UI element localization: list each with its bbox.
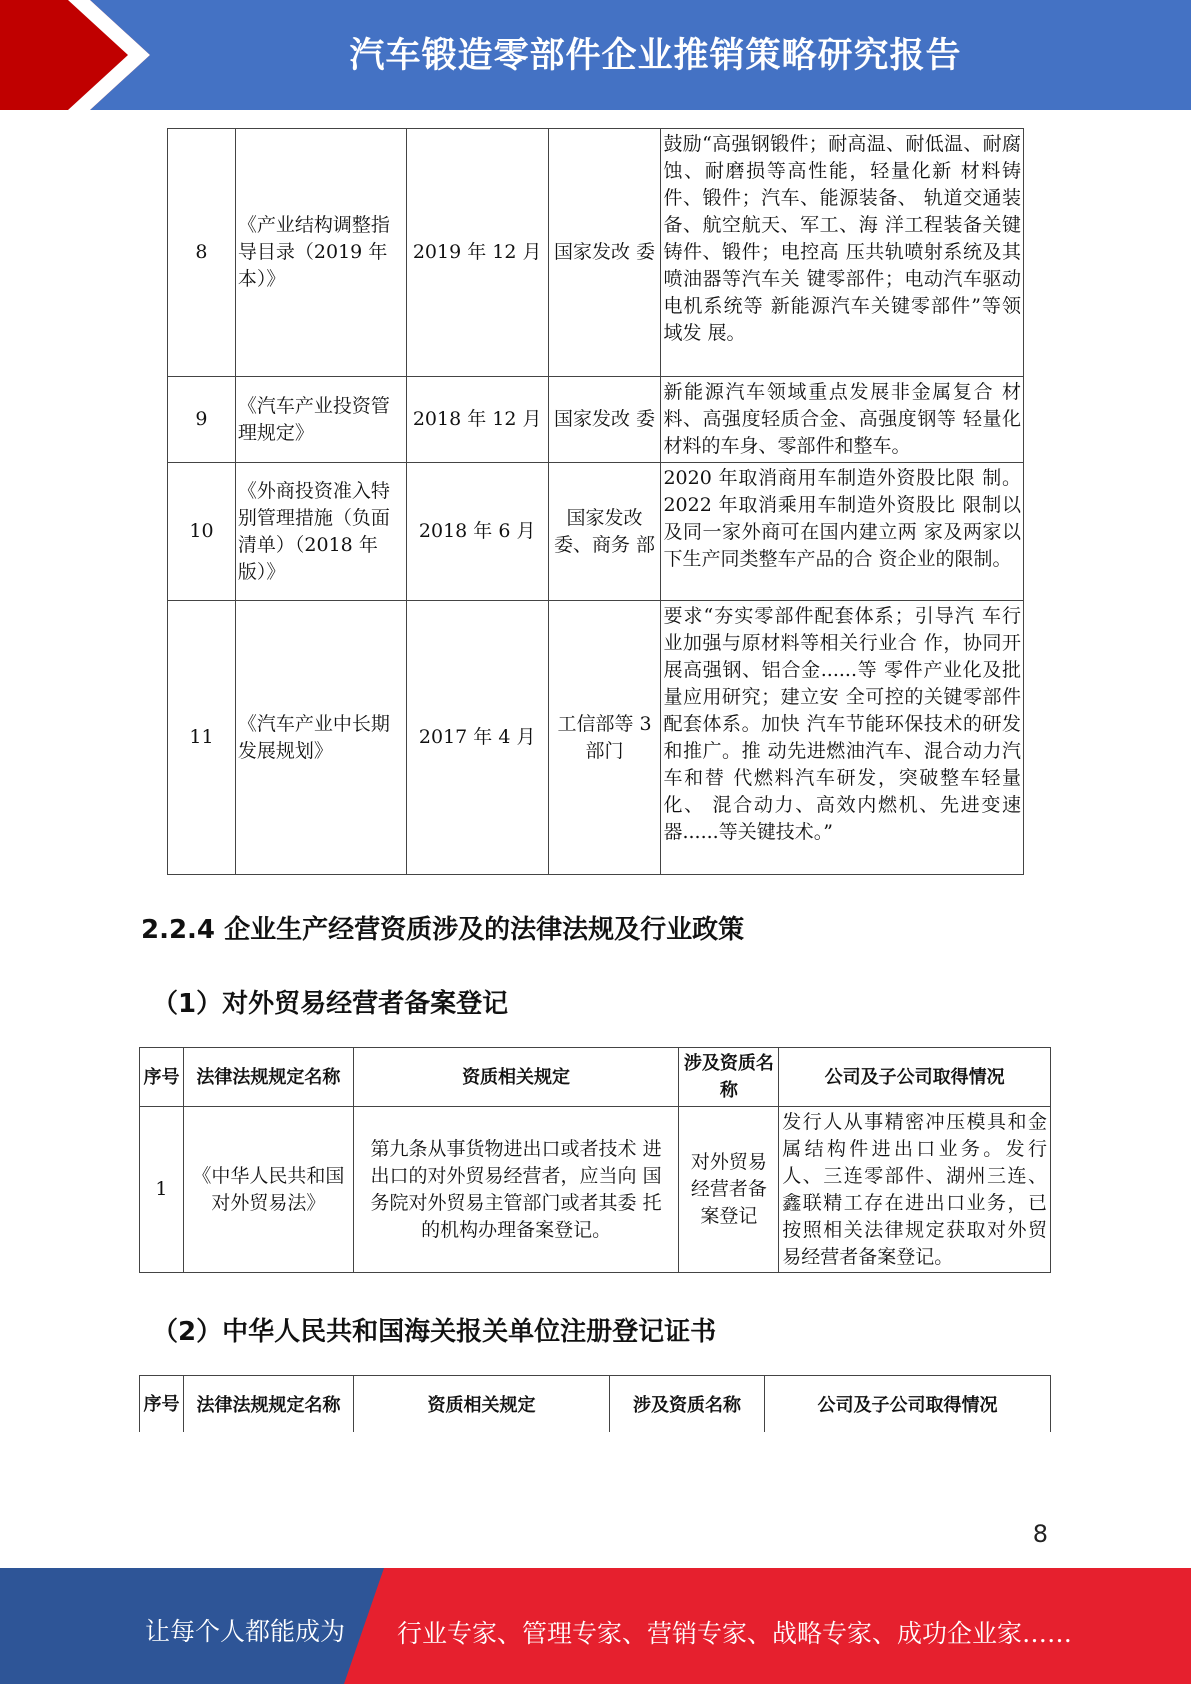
policy-description: 要求“夯实零部件配套体系；引导汽 车行业加强与原材料等相关行业合 作，协同开展高强钢、铝合金......等 零件产业化及批量应用研究；建立安 全可控的关键零部件配套体系。加快 汽车节能环保技术的研发和推广。推 动先进燃油汽车、混合动力汽车和替 代燃料汽车研发，突破整车轻量化、 混合动力、高效内燃机、先进变速 器......等关键技术。” <box>661 601 1024 875</box>
row-number: 8 <box>168 129 236 377</box>
policy-name: 《外商投资准入特别管理措施（负面清单）（2018 年版）》 <box>235 463 406 601</box>
header-title: 汽车锻造零部件企业推销策略研究报告 <box>349 36 962 76</box>
policy-org: 国家发改委、商务 部 <box>548 463 661 601</box>
table-row <box>168 377 1024 463</box>
law-name: 《中华人民共和国对外贸易法》 <box>183 1107 353 1273</box>
table-header-row <box>140 1376 1051 1433</box>
header-seq: 序号 <box>140 1376 184 1433</box>
header-rule: 资质相关规定 <box>353 1048 679 1107</box>
header-status: 公司及子公司取得情况 <box>765 1376 1051 1433</box>
header-status: 公司及子公司取得情况 <box>779 1048 1051 1107</box>
policy-name: 《汽车产业中长期发展规划》 <box>235 601 406 875</box>
subsection-heading-trade: （1）对外贸易经营者备案登记 <box>152 989 509 1019</box>
policy-date: 2018 年 12 月 <box>406 377 548 463</box>
table-row <box>168 601 1024 875</box>
section-heading: 2.2.4 企业生产经营资质涉及的法律法规及行业政策 <box>141 915 745 945</box>
qualification-name: 对外贸易经营者备案登记 <box>679 1107 779 1273</box>
header-law-name: 法律法规规定名称 <box>183 1048 353 1107</box>
policy-org: 国家发改 委 <box>548 129 661 377</box>
policy-description: 2020 年取消商用车制造外资股比限 制。2022 年取消乘用车制造外资股比 限制以及同一家外商可在国内建立两 家及两家以下生产同类整车产品的合 资企业的限制。 <box>661 463 1024 601</box>
row-number: 1 <box>140 1107 184 1273</box>
header-rule: 资质相关规定 <box>354 1376 610 1433</box>
header-law-name: 法律法规规定名称 <box>184 1376 354 1433</box>
policy-name: 《产业结构调整指导目录（2019 年本）》 <box>235 129 406 377</box>
footer-slogan-left: 让每个人都能成为 <box>145 1617 346 1646</box>
header-qualification: 涉及资质名称 <box>610 1376 765 1433</box>
policy-table <box>167 128 1024 875</box>
policy-date: 2017 年 4 月 <box>406 601 548 875</box>
header-red-chevron <box>0 0 160 110</box>
page-number: 8 <box>1032 1520 1048 1548</box>
policy-name: 《汽车产业投资管理规定》 <box>235 377 406 463</box>
table-row <box>168 463 1024 601</box>
subsection-heading-customs: （2）中华人民共和国海关报关单位注册登记证书 <box>152 1317 717 1347</box>
table-row <box>168 129 1024 377</box>
header-seq: 序号 <box>140 1048 184 1107</box>
status-text: 发行人从事精密冲压模具和金属结构件进出口业务。发行人、三连零部件、湖州三连、鑫联精工存在进出口业务，已按照相关法律规定获取对外贸易经营者备案登记。 <box>779 1107 1051 1273</box>
trade-registration-table <box>139 1047 1051 1273</box>
row-number: 9 <box>168 377 236 463</box>
policy-org: 国家发改 委 <box>548 377 661 463</box>
table-header-row <box>140 1048 1051 1107</box>
header-qualification: 涉及资质名称 <box>679 1048 779 1107</box>
row-number: 11 <box>168 601 236 875</box>
policy-description: 新能源汽车领域重点发展非金属复合 材料、高强度轻质合金、高强度钢等 轻量化材料的车身、零部件和整车。 <box>661 377 1024 463</box>
customs-registration-table <box>139 1375 1051 1432</box>
policy-description: 鼓励“高强钢锻件；耐高温、耐低温、耐腐蚀、耐磨损等高性能，轻量化新 材料铸件、锻件；汽车、能源装备、 轨道交通装备、航空航天、军工、海 洋工程装备关键铸件、锻件；电控高 压共轨喷射系统及其喷油器等汽车关 键零部件；电动汽车驱动电机系统等 新能源汽车关键零部件”等领域发 展。 <box>661 129 1024 377</box>
policy-date: 2019 年 12 月 <box>406 129 548 377</box>
policy-date: 2018 年 6 月 <box>406 463 548 601</box>
rule-text: 第九条从事货物进出口或者技术 进出口的对外贸易经营者，应当向 国务院对外贸易主管部门或者其委 托的机构办理备案登记。 <box>353 1107 679 1273</box>
policy-org: 工信部等 3 部门 <box>548 601 661 875</box>
row-number: 10 <box>168 463 236 601</box>
table-row <box>140 1107 1051 1273</box>
footer-slogan-right: 行业专家、管理专家、营销专家、战略专家、成功企业家…… <box>397 1619 1073 1648</box>
